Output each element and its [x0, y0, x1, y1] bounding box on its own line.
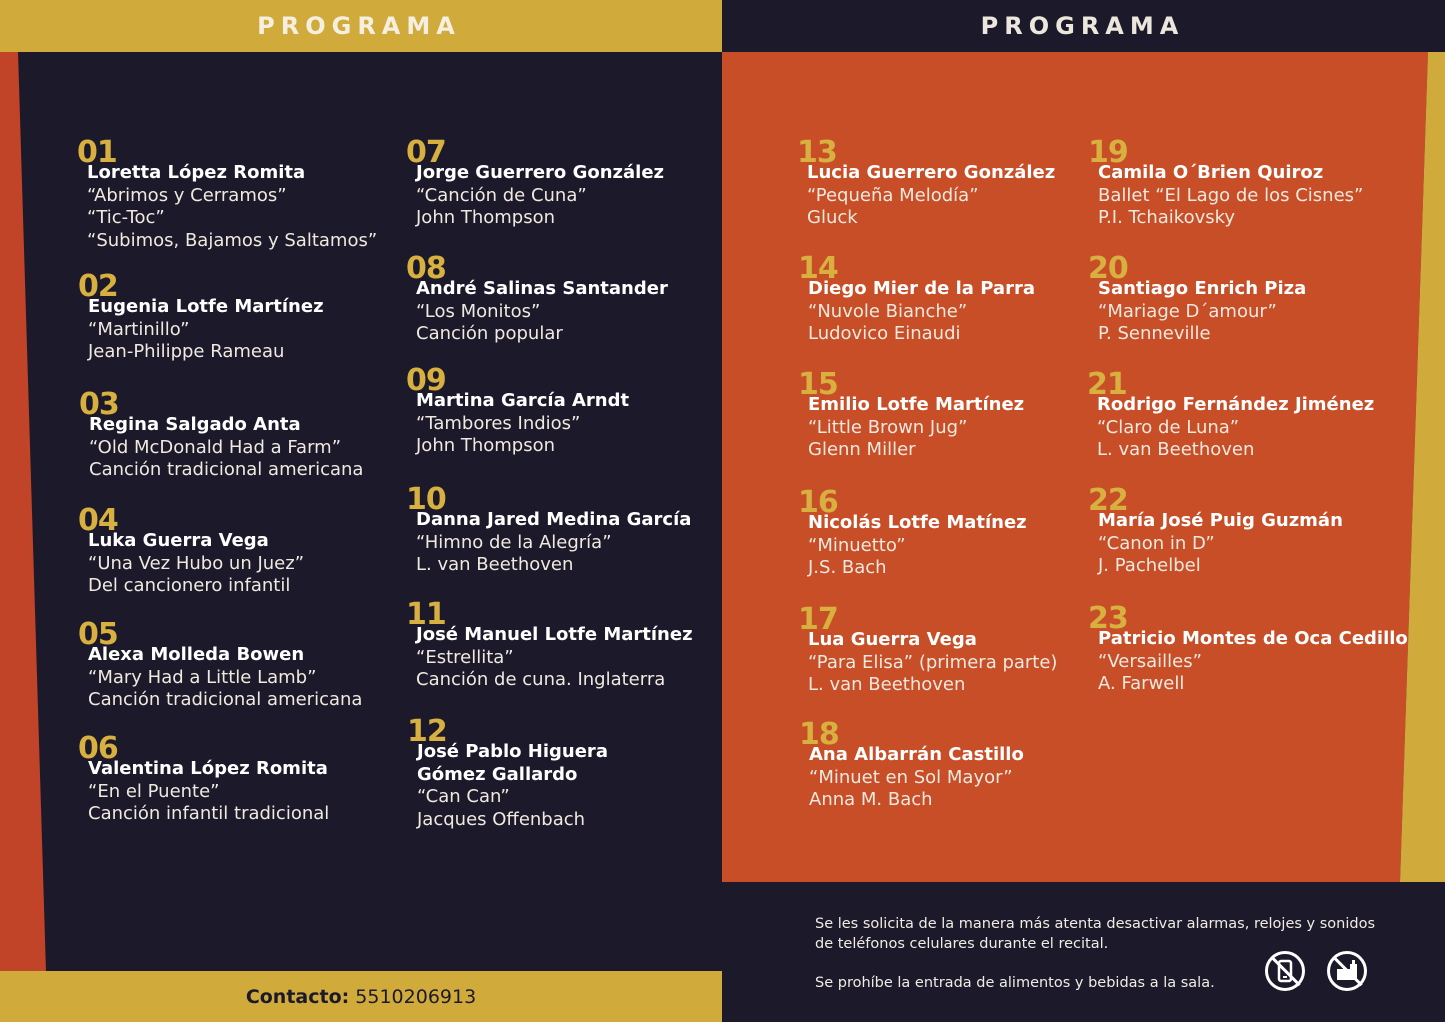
performer-name: Martina García Arndt: [416, 390, 630, 411]
entry-number: 17: [798, 602, 838, 637]
entry-number: 15: [798, 367, 838, 402]
piece-line: Anna M. Bach: [809, 789, 933, 810]
left-red-edge: [0, 52, 50, 972]
entry-number: 23: [1088, 601, 1128, 636]
performer-name: Luka Guerra Vega: [88, 530, 269, 551]
piece-line: John Thompson: [416, 435, 556, 456]
performer-name-cont: Gómez Gallardo: [417, 763, 578, 785]
program-entry: [406, 135, 665, 230]
entry-number: 11: [406, 597, 446, 632]
entry-number: 01: [77, 135, 117, 170]
piece-line: “Estrellita”: [416, 646, 514, 668]
entry-number: 21: [1087, 367, 1127, 402]
program-entry: [406, 251, 668, 346]
entry-number: 03: [79, 387, 119, 422]
performer-name: Emilio Lotfe Martínez: [808, 394, 1025, 415]
entry-number: 22: [1088, 483, 1128, 518]
piece-line: “En el Puente”: [88, 780, 220, 802]
piece-line: Canción tradicional americana: [89, 459, 364, 480]
performer-name: Santiago Enrich Piza: [1098, 278, 1307, 299]
piece-line: “Para Elisa” (primera parte): [808, 651, 1058, 673]
piece-line: Canción de cuna. Inglaterra: [416, 669, 666, 690]
program-entry: [798, 485, 1027, 580]
entry-number: 08: [406, 251, 446, 286]
program-entry: [78, 617, 363, 712]
performer-name: Loretta López Romita: [87, 162, 306, 183]
performer-name: Nicolás Lotfe Matínez: [808, 512, 1027, 533]
piece-line: “Little Brown Jug”: [808, 416, 968, 438]
piece-line: A. Farwell: [1098, 673, 1185, 694]
right-header-bar: [722, 0, 1445, 52]
contact-line: [0, 986, 722, 1008]
piece-line: “Minuetto”: [808, 534, 906, 556]
piece-line: “Pequeña Melodía”: [807, 184, 979, 206]
performer-name: Ana Albarrán Castillo: [809, 744, 1024, 765]
piece-line: Canción infantil tradicional: [88, 803, 330, 824]
performer-name: André Salinas Santander: [416, 278, 668, 299]
notice-text-1: [815, 915, 1395, 954]
piece-line: “Old McDonald Had a Farm”: [89, 436, 342, 458]
entry-number: 13: [797, 135, 837, 170]
entry-number: 04: [78, 503, 118, 538]
entry-number: 14: [798, 251, 838, 286]
piece-line: “Mary Had a Little Lamb”: [88, 666, 317, 688]
no-phone-icon: [1265, 951, 1305, 991]
entry-number: 02: [78, 269, 118, 304]
notice-line-3: Se prohíbe la entrada de alimentos y bebidas a la sala.: [815, 975, 1215, 991]
left-header-title: PROGRAMA: [257, 12, 461, 40]
program-entry: [797, 135, 1056, 230]
notice-line-1: Se les solicita de la manera más atenta desactivar alarmas, relojes y sonidos: [815, 916, 1375, 932]
piece-line: Ludovico Einaudi: [808, 323, 961, 344]
performer-name: Diego Mier de la Parra: [808, 278, 1035, 299]
entry-number: 19: [1088, 135, 1128, 170]
piece-line: L. van Beethoven: [416, 554, 574, 575]
piece-line: “Minuet en Sol Mayor”: [809, 766, 1013, 788]
piece-line: “Tic-Toc”: [87, 207, 165, 228]
program-entry: [798, 251, 1035, 346]
performer-name: José Pablo Higuera: [417, 741, 608, 762]
piece-line: “Canción de Cuna”: [416, 184, 587, 206]
program-entry: [406, 482, 692, 577]
piece-line: “Canon in D”: [1098, 532, 1215, 554]
piece-line: “Versailles”: [1098, 650, 1202, 672]
entry-number: 10: [406, 482, 446, 517]
piece-line: Del cancionero infantil: [88, 575, 291, 596]
piece-line: J. Pachelbel: [1098, 555, 1201, 576]
performer-name: Valentina López Romita: [88, 758, 328, 779]
piece-line: “Himno de la Alegría”: [416, 531, 612, 553]
piece-line: “Abrimos y Cerramos”: [87, 184, 287, 206]
performer-name: Danna Jared Medina García: [416, 509, 692, 530]
left-header-bar: [0, 0, 722, 52]
entry-number: 06: [78, 731, 118, 766]
program-entry: [1087, 367, 1375, 462]
performer-name: Lucia Guerrero González: [807, 162, 1056, 183]
piece-line: Ballet “El Lago de los Cisnes”: [1098, 184, 1364, 206]
program-entry: [78, 503, 305, 598]
piece-line: J.S. Bach: [808, 557, 887, 578]
piece-line: “Can Can”: [417, 786, 510, 807]
performer-name: Jorge Guerrero González: [416, 162, 665, 183]
entry-number: 05: [78, 617, 118, 652]
program-entry: [798, 602, 1058, 697]
notice-line-2: de teléfonos celulares durante el recital.: [815, 935, 1109, 952]
contact-label: Contacto:: [245, 986, 350, 1008]
performer-name: Alexa Molleda Bowen: [88, 644, 305, 665]
program-entry: [406, 363, 630, 458]
right-header-title: PROGRAMA: [980, 12, 1185, 40]
piece-line: “Los Monitos”: [416, 300, 541, 322]
program-entry: [78, 731, 330, 826]
piece-line: “Una Vez Hubo un Juez”: [88, 552, 305, 574]
piece-line: Glenn Miller: [808, 439, 916, 460]
piece-line: “Mariage D´amour”: [1098, 300, 1277, 322]
program-entry: [77, 135, 378, 252]
piece-line: Canción tradicional americana: [88, 689, 363, 710]
program-entry: [407, 714, 608, 831]
program-entry: [78, 269, 324, 364]
entry-number: 16: [798, 485, 838, 520]
entry-number: 20: [1088, 251, 1128, 286]
piece-line: John Thompson: [416, 207, 556, 228]
performer-name: Regina Salgado Anta: [89, 414, 301, 435]
performer-name: María José Puig Guzmán: [1098, 510, 1343, 531]
contact-phone: 5510206913: [355, 986, 477, 1008]
performer-name: Lua Guerra Vega: [808, 629, 977, 650]
piece-line: “Martinillo”: [88, 318, 190, 340]
piece-line: Jacques Offenbach: [417, 808, 586, 830]
piece-line: “Subimos, Bajamos y Saltamos”: [87, 229, 378, 251]
performer-name: Eugenia Lotfe Martínez: [88, 296, 324, 317]
program-entry: [799, 717, 1024, 812]
performer-name: Patricio Montes de Oca Cedillo: [1098, 628, 1408, 649]
entry-number: 07: [406, 135, 446, 170]
piece-line: “Tambores Indios”: [416, 412, 581, 434]
piece-line: Gluck: [807, 207, 858, 228]
piece-line: L. van Beethoven: [808, 674, 966, 695]
entry-number: 12: [407, 714, 447, 749]
piece-line: P. Senneville: [1098, 323, 1211, 344]
performer-name: Rodrigo Fernández Jiménez: [1097, 394, 1375, 415]
program-entry: [1088, 483, 1343, 578]
piece-line: L. van Beethoven: [1097, 439, 1255, 460]
piece-line: “Nuvole Bianche”: [808, 300, 968, 322]
program-entry: [1088, 601, 1408, 696]
entry-number: 18: [799, 717, 839, 752]
entry-number: 09: [406, 363, 446, 398]
program-entry: [79, 387, 364, 482]
piece-line: Jean-Philippe Rameau: [88, 341, 285, 362]
program-entry: [1088, 251, 1307, 346]
program-entry: [406, 597, 693, 692]
piece-line: Canción popular: [416, 323, 563, 344]
program-entry: [1088, 135, 1364, 230]
piece-line: P.I. Tchaikovsky: [1098, 207, 1236, 228]
performer-name: Camila O´Brien Quiroz: [1098, 162, 1324, 183]
piece-line: “Claro de Luna”: [1097, 416, 1240, 438]
program-entry: [798, 367, 1025, 462]
performer-name: José Manuel Lotfe Martínez: [416, 624, 693, 645]
no-food-icon: [1327, 951, 1367, 991]
